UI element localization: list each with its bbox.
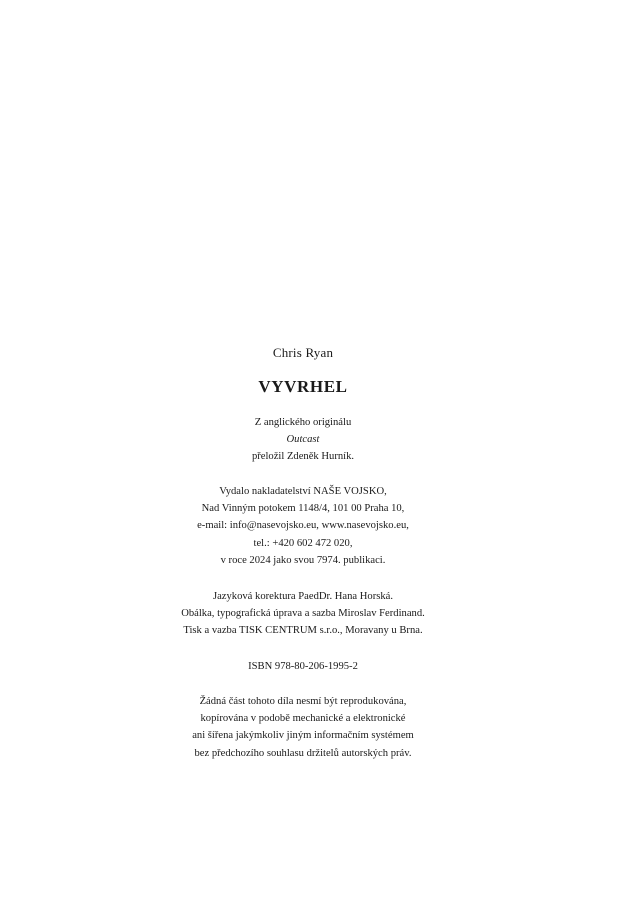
design-credit: Obálka, typografická úprava a sazba Miroslav Ferdinand.: [181, 608, 425, 620]
copyright-line: ani šířena jakýmkoliv jiným informačním systémem: [192, 730, 414, 742]
production-credits: [0, 588, 606, 640]
publisher-line: Vydalo nakladatelství NAŠE VOJSKO,: [219, 486, 387, 497]
copyright-line: kopírována v podobě mechanické a elektronické: [200, 713, 406, 725]
author-name: Chris Ryan: [272, 345, 334, 360]
publisher-info: [0, 483, 606, 569]
copyright-line: bez předchozího souhlasu držitelů autorských práv.: [194, 747, 412, 759]
print-credit: Tisk a vazba TISK CENTRUM s.r.o., Moravany u Brna.: [183, 625, 423, 637]
translator-line: přeložil Zdeněk Hurník.: [251, 451, 355, 463]
isbn-number: ISBN 978-80-206-1995-2: [248, 661, 358, 672]
publication-number-line: v roce 2024 jako svou 7974. publikaci.: [220, 554, 386, 566]
copyright-notice: [0, 693, 606, 762]
translation-info: [0, 414, 606, 466]
book-title: VYVRHEL: [258, 377, 348, 396]
publisher-contact-line: e-mail: info@nasevojsko.eu, www.nasevojsko.eu,: [197, 520, 409, 532]
copyright-line: Žádná část tohoto díla nesmí být reprodukována,: [199, 696, 407, 707]
publisher-phone-line: tel.: +420 602 472 020,: [253, 537, 353, 549]
translation-from-line: Z anglického originálu: [254, 417, 352, 428]
original-title: Outcast: [286, 434, 320, 446]
proofreading-credit: Jazyková korektura PaedDr. Hana Horská.: [212, 591, 394, 602]
publisher-address-line: Nad Vinným potokem 1148/4, 101 00 Praha 10,: [201, 503, 405, 515]
